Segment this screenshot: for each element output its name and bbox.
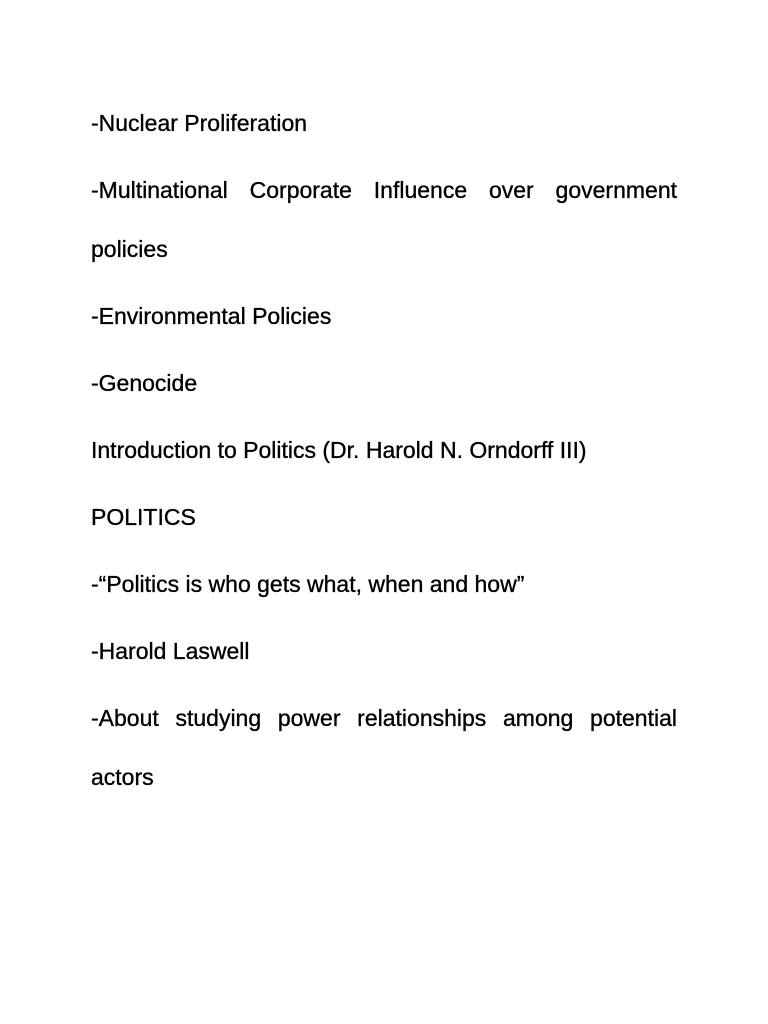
paragraph-multinational-influence: -Multinational Corporate Influence over government policies (91, 177, 677, 262)
paragraph-environmental-policies: -Environmental Policies (91, 303, 332, 329)
paragraph-politics-quote: -“Politics is who gets what, when and how” (91, 571, 525, 597)
paragraph-course-title: Introduction to Politics (Dr. Harold N. Orndorff III) (91, 437, 587, 463)
paragraph-nuclear-proliferation: -Nuclear Proliferation (91, 110, 308, 136)
paragraph-power-relationships: -About studying power relationships among potential actors (91, 705, 677, 790)
paragraph-genocide: -Genocide (91, 370, 198, 396)
document-body (91, 105, 677, 826)
paragraph-quote-attribution: -Harold Laswell (91, 638, 250, 664)
section-heading-politics: POLITICS (91, 504, 196, 530)
